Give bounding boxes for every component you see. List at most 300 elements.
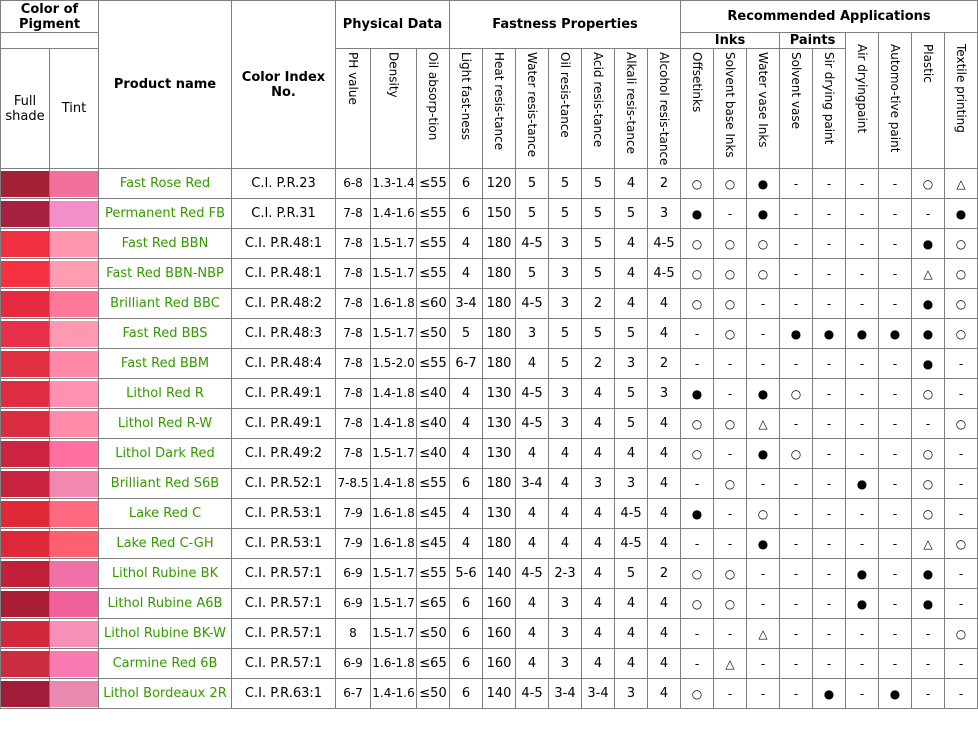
solvent-vase-mark: - (780, 649, 813, 679)
alkali-resistance-cell: 3 (615, 679, 648, 709)
full-shade-swatch (1, 529, 50, 559)
acid-resistance-cell: 5 (582, 259, 615, 289)
solvent-base-inks-mark: - (714, 529, 747, 559)
ph-value-cell: 7-8 (336, 259, 371, 289)
color-index-cell: C.I. P.R.31 (232, 199, 336, 229)
tint-swatch (50, 469, 99, 499)
textile-printing-mark: - (945, 589, 978, 619)
density-cell: 1.6-1.8 (371, 649, 417, 679)
ph-value-cell: 7-8 (336, 319, 371, 349)
density-cell: 1.6-1.8 (371, 529, 417, 559)
table-row (1, 469, 978, 499)
alkali-resistance-header: Alkali resis-tance (615, 49, 648, 169)
alcohol-resistance-cell: 4-5 (648, 259, 681, 289)
alcohol-resistance-cell: 4 (648, 589, 681, 619)
light-fastness-cell: 3-4 (450, 289, 483, 319)
alcohol-resistance-cell: 4 (648, 439, 681, 469)
table-row (1, 439, 978, 469)
tint-swatch (50, 169, 99, 199)
full-shade-swatch (1, 319, 50, 349)
water-vase-inks-mark: - (747, 649, 780, 679)
water-resistance-header: Water resis-tance (516, 49, 549, 169)
oil-absorption-cell: ≤45 (417, 529, 450, 559)
plastic-mark: ● (912, 349, 945, 379)
sir-drying-paint-mark: ● (813, 679, 846, 709)
color-index-cell: C.I. P.R.63:1 (232, 679, 336, 709)
oil-absorption-cell: ≤65 (417, 649, 450, 679)
light-fastness-cell: 6-7 (450, 349, 483, 379)
alcohol-resistance-cell: 4 (648, 319, 681, 349)
water-vase-inks-mark: ● (747, 439, 780, 469)
full-shade-swatch (1, 199, 50, 229)
oil-resistance-cell: 3 (549, 259, 582, 289)
alkali-resistance-cell: 3 (615, 349, 648, 379)
automotive-paint-mark: - (879, 199, 912, 229)
offset-inks-mark: ○ (681, 229, 714, 259)
plastic-mark: - (912, 649, 945, 679)
automotive-paint-mark: - (879, 649, 912, 679)
air-drying-paint-mark: - (846, 679, 879, 709)
water-resistance-cell: 3 (516, 319, 549, 349)
oil-absorption-header: Oil absorp-tion (417, 49, 450, 169)
ph-value-cell: 7-9 (336, 499, 371, 529)
light-fastness-cell: 4 (450, 409, 483, 439)
sir-drying-paint-mark: - (813, 559, 846, 589)
product-name-cell: Lithol Rubine A6B (99, 589, 232, 619)
product-name-cell: Lake Red C (99, 499, 232, 529)
alkali-resistance-cell: 4 (615, 289, 648, 319)
table-row (1, 649, 978, 679)
automotive-paint-header: Automo-tive paint (879, 33, 912, 169)
offset-inks-header: Offsetinks (681, 49, 714, 169)
full-shade-swatch (1, 679, 50, 709)
water-vase-inks-mark: ○ (747, 259, 780, 289)
alkali-resistance-cell: 4-5 (615, 499, 648, 529)
oil-resistance-cell: 3 (549, 229, 582, 259)
sir-drying-paint-mark: - (813, 499, 846, 529)
water-resistance-cell: 4-5 (516, 559, 549, 589)
alcohol-resistance-cell: 4 (648, 409, 681, 439)
heat-resistance-header: Heat resis-tance (483, 49, 516, 169)
air-drying-paint-header: Air dryingpaint (846, 33, 879, 169)
table-row (1, 289, 978, 319)
pigment-rows (1, 169, 978, 709)
water-resistance-cell: 4 (516, 649, 549, 679)
color-index-cell: C.I. P.R.48:4 (232, 349, 336, 379)
acid-resistance-cell: 2 (582, 349, 615, 379)
acid-resistance-cell: 4 (582, 379, 615, 409)
full-shade-swatch (1, 469, 50, 499)
color-index-header: Color Index No. (232, 1, 336, 169)
color-index-cell: C.I. P.R.57:1 (232, 619, 336, 649)
oil-resistance-cell: 5 (549, 349, 582, 379)
density-cell: 1.4-1.6 (371, 199, 417, 229)
light-fastness-cell: 4 (450, 499, 483, 529)
oil-absorption-cell: ≤55 (417, 229, 450, 259)
water-resistance-cell: 3-4 (516, 469, 549, 499)
solvent-base-inks-mark: - (714, 199, 747, 229)
water-vase-inks-mark: ● (747, 199, 780, 229)
acid-resistance-cell: 4 (582, 529, 615, 559)
solvent-vase-mark: - (780, 619, 813, 649)
oil-resistance-cell: 5 (549, 319, 582, 349)
air-drying-paint-mark: - (846, 409, 879, 439)
offset-inks-mark: ○ (681, 559, 714, 589)
light-fastness-cell: 4 (450, 259, 483, 289)
water-resistance-cell: 4-5 (516, 379, 549, 409)
automotive-paint-mark: - (879, 229, 912, 259)
ph-value-cell: 7-8 (336, 199, 371, 229)
water-vase-inks-mark: - (747, 589, 780, 619)
color-index-cell: C.I. P.R.57:1 (232, 589, 336, 619)
sir-drying-paint-header: Sir drying paint (813, 49, 846, 169)
textile-printing-mark: - (945, 499, 978, 529)
light-fastness-cell: 6 (450, 679, 483, 709)
recommended-applications-header: Recommended Applications (681, 1, 978, 33)
plastic-mark: - (912, 409, 945, 439)
ph-value-cell: 7-8 (336, 289, 371, 319)
oil-absorption-cell: ≤55 (417, 199, 450, 229)
water-vase-inks-mark: - (747, 349, 780, 379)
full-shade-swatch (1, 589, 50, 619)
alkali-resistance-cell: 5 (615, 409, 648, 439)
solvent-vase-mark: - (780, 289, 813, 319)
solvent-vase-mark: - (780, 559, 813, 589)
full-shade-swatch (1, 229, 50, 259)
plastic-mark: - (912, 199, 945, 229)
alkali-resistance-cell: 4 (615, 649, 648, 679)
automotive-paint-mark: - (879, 169, 912, 199)
oil-absorption-cell: ≤40 (417, 379, 450, 409)
solvent-vase-mark: - (780, 529, 813, 559)
alcohol-resistance-cell: 2 (648, 559, 681, 589)
sir-drying-paint-mark: - (813, 409, 846, 439)
light-fastness-cell: 4 (450, 439, 483, 469)
air-drying-paint-mark: - (846, 349, 879, 379)
density-cell: 1.5-2.0 (371, 349, 417, 379)
water-resistance-cell: 4-5 (516, 289, 549, 319)
oil-absorption-cell: ≤55 (417, 169, 450, 199)
light-fastness-cell: 5-6 (450, 559, 483, 589)
alcohol-resistance-cell: 4 (648, 499, 681, 529)
ph-value-cell: 6-8 (336, 169, 371, 199)
automotive-paint-mark: - (879, 559, 912, 589)
textile-printing-mark: ○ (945, 259, 978, 289)
air-drying-paint-mark: - (846, 199, 879, 229)
water-resistance-cell: 5 (516, 259, 549, 289)
offset-inks-mark: ○ (681, 409, 714, 439)
sir-drying-paint-mark: - (813, 529, 846, 559)
acid-resistance-cell: 4 (582, 409, 615, 439)
density-cell: 1.4-1.6 (371, 679, 417, 709)
automotive-paint-mark: - (879, 499, 912, 529)
alcohol-resistance-cell: 4 (648, 619, 681, 649)
solvent-base-inks-mark: ○ (714, 319, 747, 349)
density-cell: 1.4-1.8 (371, 409, 417, 439)
acid-resistance-cell: 5 (582, 229, 615, 259)
alkali-resistance-cell: 5 (615, 199, 648, 229)
solvent-vase-mark: - (780, 169, 813, 199)
tint-swatch (50, 229, 99, 259)
solvent-base-inks-mark: ○ (714, 289, 747, 319)
textile-printing-mark: - (945, 439, 978, 469)
water-resistance-cell: 4 (516, 499, 549, 529)
textile-printing-mark: ○ (945, 529, 978, 559)
plastic-mark: ○ (912, 169, 945, 199)
product-name-cell: Lithol Rubine BK-W (99, 619, 232, 649)
alcohol-resistance-cell: 2 (648, 349, 681, 379)
water-vase-inks-mark: - (747, 469, 780, 499)
acid-resistance-cell: 4 (582, 589, 615, 619)
color-index-cell: C.I. P.R.48:3 (232, 319, 336, 349)
inks-header: Inks (681, 33, 780, 49)
plastic-mark: ● (912, 289, 945, 319)
offset-inks-mark: ○ (681, 589, 714, 619)
oil-absorption-cell: ≤45 (417, 499, 450, 529)
plastic-mark: ○ (912, 469, 945, 499)
offset-inks-mark: ○ (681, 679, 714, 709)
offset-inks-mark: ○ (681, 259, 714, 289)
oil-absorption-cell: ≤50 (417, 679, 450, 709)
ph-value-cell: 6-9 (336, 589, 371, 619)
product-name-header: Product name (99, 1, 232, 169)
automotive-paint-mark: - (879, 589, 912, 619)
color-index-cell: C.I. P.R.53:1 (232, 499, 336, 529)
full-shade-header: Full shade (1, 49, 50, 169)
density-cell: 1.4-1.8 (371, 469, 417, 499)
solvent-base-inks-mark: - (714, 679, 747, 709)
tint-swatch (50, 409, 99, 439)
air-drying-paint-mark: - (846, 499, 879, 529)
sir-drying-paint-mark: - (813, 229, 846, 259)
water-vase-inks-mark: ● (747, 379, 780, 409)
full-shade-swatch (1, 649, 50, 679)
tint-swatch (50, 439, 99, 469)
color-index-cell: C.I. P.R.48:2 (232, 289, 336, 319)
color-index-cell: C.I. P.R.49:2 (232, 439, 336, 469)
acid-resistance-cell: 4 (582, 619, 615, 649)
ph-value-cell: 7-8 (336, 409, 371, 439)
color-index-cell: C.I. P.R.48:1 (232, 229, 336, 259)
water-resistance-cell: 4-5 (516, 679, 549, 709)
plastic-mark: △ (912, 529, 945, 559)
heat-resistance-cell: 180 (483, 289, 516, 319)
heat-resistance-cell: 180 (483, 319, 516, 349)
air-drying-paint-mark: - (846, 169, 879, 199)
sir-drying-paint-mark: - (813, 169, 846, 199)
automotive-paint-mark: - (879, 529, 912, 559)
sir-drying-paint-mark: - (813, 619, 846, 649)
heat-resistance-cell: 130 (483, 379, 516, 409)
alcohol-resistance-cell: 3 (648, 199, 681, 229)
heat-resistance-cell: 140 (483, 679, 516, 709)
water-resistance-cell: 5 (516, 169, 549, 199)
light-fastness-cell: 4 (450, 529, 483, 559)
density-cell: 1.5-1.7 (371, 229, 417, 259)
offset-inks-mark: ○ (681, 169, 714, 199)
solvent-vase-mark: - (780, 349, 813, 379)
heat-resistance-cell: 130 (483, 499, 516, 529)
automotive-paint-mark: - (879, 259, 912, 289)
heat-resistance-cell: 180 (483, 229, 516, 259)
oil-absorption-cell: ≤55 (417, 259, 450, 289)
air-drying-paint-mark: ● (846, 559, 879, 589)
solvent-base-inks-mark: - (714, 619, 747, 649)
oil-resistance-cell: 4 (549, 469, 582, 499)
water-vase-inks-mark: - (747, 319, 780, 349)
textile-printing-mark: ○ (945, 229, 978, 259)
oil-absorption-cell: ≤50 (417, 319, 450, 349)
tint-swatch (50, 679, 99, 709)
ph-value-cell: 7-8 (336, 349, 371, 379)
offset-inks-mark: - (681, 649, 714, 679)
offset-inks-mark: - (681, 619, 714, 649)
textile-printing-mark: - (945, 349, 978, 379)
acid-resistance-cell: 5 (582, 169, 615, 199)
water-vase-inks-mark: - (747, 289, 780, 319)
offset-inks-mark: - (681, 529, 714, 559)
oil-resistance-cell: 3 (549, 619, 582, 649)
table-row (1, 499, 978, 529)
textile-printing-mark: ● (945, 199, 978, 229)
product-name-cell: Carmine Red 6B (99, 649, 232, 679)
product-name-cell: Lithol Red R-W (99, 409, 232, 439)
tint-swatch (50, 259, 99, 289)
heat-resistance-cell: 180 (483, 259, 516, 289)
full-shade-swatch (1, 379, 50, 409)
heat-resistance-cell: 180 (483, 469, 516, 499)
oil-resistance-cell: 3 (549, 289, 582, 319)
offset-inks-mark: ● (681, 379, 714, 409)
tint-swatch (50, 559, 99, 589)
table-row (1, 199, 978, 229)
heat-resistance-cell: 130 (483, 439, 516, 469)
product-name-cell: Brilliant Red BBC (99, 289, 232, 319)
density-header: Density (371, 49, 417, 169)
tint-swatch (50, 379, 99, 409)
textile-printing-mark: ○ (945, 319, 978, 349)
air-drying-paint-mark: - (846, 379, 879, 409)
color-index-cell: C.I. P.R.49:1 (232, 379, 336, 409)
ph-value-cell: 7-8 (336, 379, 371, 409)
product-name-cell: Fast Red BBN (99, 229, 232, 259)
table-row (1, 559, 978, 589)
ph-value-cell: 7-9 (336, 529, 371, 559)
water-vase-inks-mark: ● (747, 169, 780, 199)
sir-drying-paint-mark: - (813, 349, 846, 379)
alcohol-resistance-cell: 4 (648, 649, 681, 679)
oil-resistance-cell: 4 (549, 439, 582, 469)
alkali-resistance-cell: 4-5 (615, 529, 648, 559)
full-shade-swatch (1, 169, 50, 199)
density-cell: 1.5-1.7 (371, 439, 417, 469)
product-name-cell: Fast Red BBS (99, 319, 232, 349)
textile-printing-header: Textile printing (945, 33, 978, 169)
heat-resistance-cell: 180 (483, 529, 516, 559)
air-drying-paint-mark: - (846, 229, 879, 259)
automotive-paint-mark: - (879, 349, 912, 379)
plastic-mark: ○ (912, 499, 945, 529)
heat-resistance-cell: 150 (483, 199, 516, 229)
heat-resistance-cell: 180 (483, 349, 516, 379)
alkali-resistance-cell: 4 (615, 229, 648, 259)
offset-inks-mark: ● (681, 499, 714, 529)
light-fastness-cell: 5 (450, 319, 483, 349)
ph-value-cell: 7-8.5 (336, 469, 371, 499)
tint-swatch (50, 589, 99, 619)
tint-swatch (50, 289, 99, 319)
oil-resistance-header: Oil resis-tance (549, 49, 582, 169)
tint-swatch (50, 649, 99, 679)
alkali-resistance-cell: 4 (615, 589, 648, 619)
table-row (1, 379, 978, 409)
solvent-base-inks-mark: ○ (714, 259, 747, 289)
textile-printing-mark: ○ (945, 289, 978, 319)
oil-resistance-cell: 3 (549, 409, 582, 439)
color-index-cell: C.I. P.R.23 (232, 169, 336, 199)
tint-swatch (50, 529, 99, 559)
solvent-base-inks-mark: - (714, 379, 747, 409)
heat-resistance-cell: 140 (483, 559, 516, 589)
ph-value-cell: 7-8 (336, 229, 371, 259)
solvent-vase-mark: - (780, 409, 813, 439)
automotive-paint-mark: - (879, 619, 912, 649)
table-row (1, 319, 978, 349)
offset-inks-mark: ● (681, 199, 714, 229)
product-name-cell: Fast Red BBN-NBP (99, 259, 232, 289)
alcohol-resistance-cell: 4 (648, 469, 681, 499)
alkali-resistance-cell: 4 (615, 619, 648, 649)
automotive-paint-mark: ● (879, 679, 912, 709)
acid-resistance-cell: 4 (582, 439, 615, 469)
offset-inks-mark: ○ (681, 439, 714, 469)
heat-resistance-cell: 160 (483, 619, 516, 649)
water-resistance-cell: 4-5 (516, 229, 549, 259)
solvent-base-inks-mark: △ (714, 649, 747, 679)
solvent-vase-mark: ○ (780, 379, 813, 409)
oil-absorption-cell: ≤55 (417, 559, 450, 589)
alcohol-resistance-cell: 2 (648, 169, 681, 199)
tint-swatch (50, 499, 99, 529)
solvent-base-inks-mark: - (714, 499, 747, 529)
table-row (1, 589, 978, 619)
textile-printing-mark: △ (945, 169, 978, 199)
offset-inks-mark: ○ (681, 289, 714, 319)
table-row (1, 409, 978, 439)
oil-resistance-cell: 2-3 (549, 559, 582, 589)
tint-swatch (50, 199, 99, 229)
alcohol-resistance-cell: 4 (648, 289, 681, 319)
water-vase-inks-mark: - (747, 559, 780, 589)
solvent-base-inks-mark: ○ (714, 469, 747, 499)
table-row (1, 169, 978, 199)
air-drying-paint-mark: - (846, 619, 879, 649)
physical-data-header: Physical Data (336, 1, 450, 49)
light-fastness-cell: 6 (450, 169, 483, 199)
acid-resistance-header: Acid resis-tance (582, 49, 615, 169)
alkali-resistance-cell: 4 (615, 259, 648, 289)
solvent-vase-mark: - (780, 199, 813, 229)
light-fastness-cell: 6 (450, 199, 483, 229)
acid-resistance-cell: 3-4 (582, 679, 615, 709)
alkali-resistance-cell: 5 (615, 559, 648, 589)
product-name-cell: Lake Red C-GH (99, 529, 232, 559)
alkali-resistance-cell: 4 (615, 169, 648, 199)
oil-resistance-cell: 3 (549, 649, 582, 679)
automotive-paint-mark: - (879, 409, 912, 439)
textile-printing-mark: - (945, 649, 978, 679)
water-resistance-cell: 4 (516, 619, 549, 649)
